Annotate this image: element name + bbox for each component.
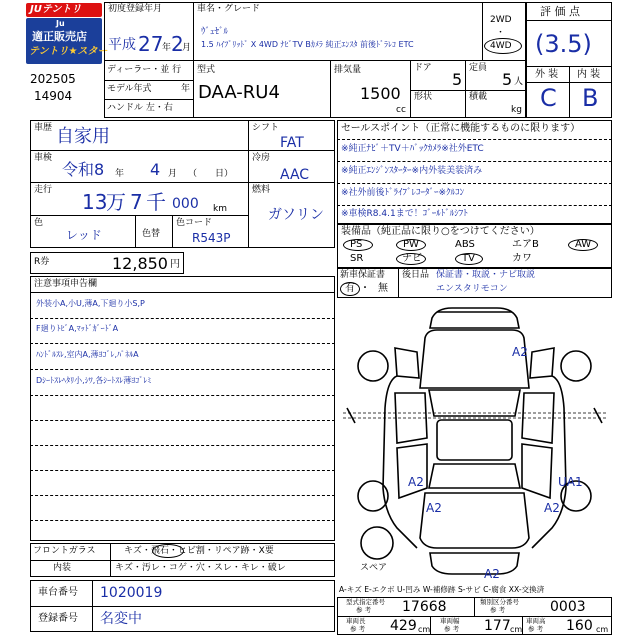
logo-ju: Ju: [56, 19, 65, 28]
spec-u3: cm: [418, 625, 431, 634]
cap-unit: 人: [514, 77, 524, 87]
logo-mid-text: 適正販売店: [32, 30, 87, 43]
use-value: 自家用: [56, 126, 110, 147]
dealer-l2: モデル年式: [107, 84, 152, 94]
glass-tobiishi-circle: [152, 544, 184, 558]
spec-ref1: 参 考: [356, 606, 372, 614]
after-label: 後日品: [402, 270, 430, 280]
sales-item-3: ※社外前後ﾄﾞﾗｲﾌﾞﾚｺｰﾀﾞｰ※ｸﾙｺﾝ: [341, 188, 465, 198]
mark-spare: スペア: [360, 563, 388, 573]
color-label: 色: [34, 218, 44, 228]
mileage-label: 走行: [34, 185, 53, 195]
disp-value: 1500: [360, 84, 401, 103]
chassis-value: 1020019: [100, 585, 163, 601]
shift-value: FAT: [280, 135, 304, 151]
reg-year: 27: [138, 32, 164, 56]
reg-label: 初度登録年月: [108, 4, 163, 14]
mileage-u1: 万: [106, 190, 126, 214]
score-ext-label: 外 装: [535, 69, 559, 80]
score-label: 評 価 点: [540, 5, 580, 18]
dealer-l3: ハンドル 左・右: [107, 103, 173, 113]
equip-navi: ナビ: [402, 253, 422, 264]
ac-value: AAC: [280, 167, 310, 183]
spec-ref4: 参 考: [444, 625, 460, 633]
spec-ref5: 参 考: [528, 625, 544, 633]
shaken-label: 車検: [34, 153, 53, 163]
logo-bottom-text: テントリ★スター: [29, 46, 108, 57]
notes-label: 注意事項申告欄: [34, 279, 98, 289]
glass-label: フロントガラス: [33, 546, 96, 556]
sales-item-4: ※車検R8.4.1まで！ｺﾞｰﾙﾄﾞﾙｼﾌﾄ: [341, 209, 468, 219]
disp-unit: cc: [396, 105, 406, 115]
door-label: ドア: [414, 63, 432, 73]
cap-label: 定員: [469, 63, 488, 73]
spec-v1: 17668: [402, 599, 447, 615]
mileage-v3: 000: [172, 196, 199, 212]
car-grade: 1.5 ﾊｲﾌﾞﾘｯﾄﾞ X 4WD ﾅﾋﾞTV Bｶﾒﾗ 純正ｴﾝｽﾀ 前後ﾄﾞﾗﾚｺ ETC: [201, 40, 414, 49]
notes-section: [30, 276, 335, 541]
drive-2wd: 2WD: [490, 15, 512, 25]
ac-label: 冷房: [252, 153, 271, 163]
stock-id-b: 14904: [34, 89, 73, 103]
equip-aw: AW: [575, 239, 592, 250]
drive-dot: ・: [496, 28, 506, 38]
score-value: (3.5): [535, 30, 592, 58]
interior-text: キズ・汚レ・コゲ・穴・スレ・キレ・破レ: [115, 563, 286, 573]
color-value: レッド: [66, 228, 102, 242]
score-int-label: 内 装: [577, 69, 601, 80]
dealer-l1: ディーラー・並 行: [107, 65, 182, 75]
spec-u4: cm: [510, 625, 523, 634]
model-value: DAA-RU4: [198, 82, 280, 103]
score-ext: C: [540, 84, 557, 112]
shaken-m: 月: [168, 169, 178, 179]
notes-line-2: F廻りﾄﾋﾞA,ﾏｯﾄﾞｶﾞｰﾄﾞA: [36, 324, 119, 333]
spec-u5: cm: [596, 625, 609, 634]
color-code-label: 色コード: [176, 218, 213, 228]
shaken-era: 令和8: [62, 160, 105, 179]
spec-k5: 車両高: [526, 617, 546, 625]
load-unit: kg: [511, 105, 522, 115]
warranty-yes: 有: [345, 283, 355, 294]
recycle-value: 12,850: [112, 254, 168, 273]
warranty-dot: ・: [360, 283, 370, 294]
mileage-v2: 7: [130, 190, 143, 214]
equip-abs: ABS: [455, 239, 475, 250]
spec-k2: 類別区分番号: [480, 598, 519, 606]
sales-item-1: ※純正ﾅﾋﾞ＋TV＋ﾊﾞｯｸｶﾒﾗ※社外ETC: [341, 144, 484, 154]
spec-k3: 車両長: [346, 617, 366, 625]
use-label: 車歴: [34, 123, 53, 133]
recycle-label: R券: [34, 257, 50, 267]
reg-month-unit: 月: [182, 43, 192, 53]
regno-value: 名変中: [100, 611, 142, 627]
notes-line-3: ﾊﾝﾄﾞﾙｽﾚ,室内A,薄ﾖｺﾞﾚ,ﾊﾟﾈﾙA: [36, 350, 139, 359]
logo-top-text: JUテントリ: [30, 4, 82, 15]
spec-k1: 型式指定番号: [346, 598, 385, 606]
car-label: 車名・グレード: [197, 4, 261, 14]
cap-value: 5: [502, 70, 513, 89]
notes-line-1: 外装小A,小U,薄A,下廻り小S,P: [36, 299, 145, 308]
load-label: 積載: [469, 92, 488, 102]
shift-label: シフト: [252, 123, 280, 133]
sales-label: セールスポイント（正常に機能するものに限ります）: [341, 123, 581, 134]
color-cp: 色替: [142, 229, 161, 239]
dealer-l2b: 年: [181, 84, 191, 94]
spec-v3: 429: [390, 618, 417, 634]
spec-v4: 177: [484, 618, 511, 634]
equip-airbag: エアB: [512, 239, 539, 250]
stock-id-a: 202505: [30, 72, 76, 86]
car-diagram: [337, 298, 612, 584]
color-code: R543P: [192, 231, 231, 245]
spec-ref2: 参 考: [490, 606, 506, 614]
mileage-v1: 13: [82, 190, 108, 214]
model-label: 型式: [197, 65, 216, 75]
mark-a2-bottom: A2: [484, 567, 500, 581]
score-int: B: [582, 84, 599, 112]
fuel-label: 燃料: [252, 185, 271, 195]
spec-v2: 0003: [550, 599, 586, 615]
spec-k4: 車両幅: [440, 617, 460, 625]
damage-legend: A-キズ E-エクボ U-凹み W-補修跡 S-サビ C-腐食 XX-交換済: [339, 585, 545, 594]
mark-a2-left2: A2: [426, 501, 442, 515]
shaken-month: 4: [150, 160, 161, 179]
notes-line-4: Dｼｰﾄｽﾚﾍﾀﾘ小,ｼﾜ,各ｼｰﾄｽﾚ薄ﾖｺﾞﾚﾐ: [36, 376, 152, 385]
equip-sr: SR: [350, 253, 364, 264]
equip-ps: PS: [350, 239, 363, 250]
mark-a2-left: A2: [408, 475, 424, 489]
after-v1: 保証書・取説・ナビ取説: [436, 270, 536, 280]
chassis-label: 車台番号: [38, 587, 78, 598]
recycle-unit: 円: [170, 259, 180, 270]
spec-ref3: 参 考: [350, 625, 366, 633]
shaken-d: （ 日）: [188, 169, 234, 179]
shaken-y: 年: [115, 169, 125, 179]
drive-4wd: 4WD: [490, 41, 512, 51]
mark-a2-right: A2: [544, 501, 560, 515]
spec-v5: 160: [566, 618, 593, 634]
sales-item-2: ※純正ｴﾝｼﾞﾝｽﾀｰﾀｰ※内外装美装済み: [341, 166, 483, 176]
car-name: ｳﾞｪｾﾞﾙ: [201, 27, 229, 37]
door-value: 5: [452, 70, 463, 89]
mark-ua1: UA1: [558, 475, 583, 489]
mark-a2-top: A2: [512, 345, 528, 359]
mileage-unit: km: [213, 204, 227, 214]
equip-label: 装備品（純正品に限り○をつけてください）: [341, 226, 540, 237]
equip-kawa: カワ: [512, 253, 532, 264]
equip-pw: PW: [403, 239, 419, 250]
regno-label: 登録番号: [38, 613, 78, 624]
reg-year-unit: 年: [162, 43, 172, 53]
after-v2: エンスタリモコン: [436, 284, 508, 294]
glass-text: キズ・飛石・ヒビ割・リペア跡・X要: [124, 546, 274, 556]
logo-badge: [26, 3, 108, 65]
fuel-value: ガソリン: [268, 207, 324, 223]
warranty-label: 新車保証書: [340, 270, 386, 280]
shape-label: 形状: [414, 92, 433, 102]
equip-tv: TV: [462, 253, 475, 264]
warranty-no: 無: [378, 283, 388, 294]
mileage-u2: 千: [146, 190, 166, 214]
interior-label: 内装: [53, 563, 72, 573]
disp-label: 排気量: [334, 65, 362, 75]
reg-month: 2: [171, 32, 184, 56]
reg-era: 平成: [108, 37, 136, 53]
